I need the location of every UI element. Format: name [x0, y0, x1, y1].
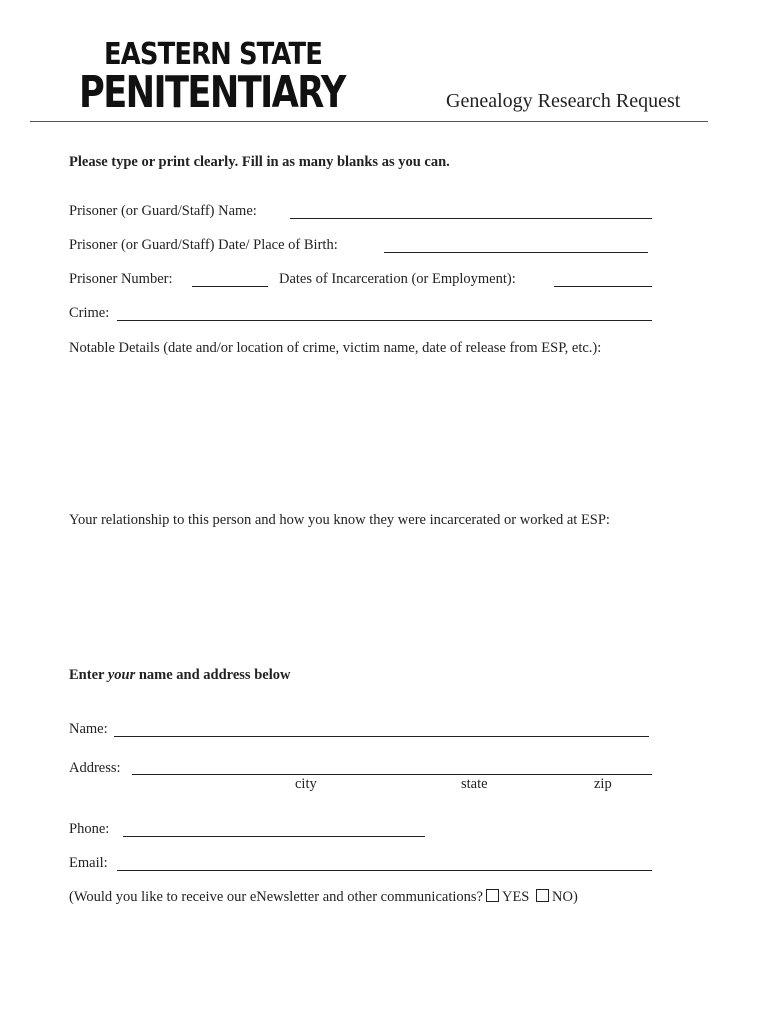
phone-line[interactable]	[123, 836, 425, 837]
document-title: Genealogy Research Request	[446, 90, 681, 112]
birth-line[interactable]	[384, 252, 648, 253]
notable-details-label: Notable Details (date and/or location of crime, victim name, date of release from ESP, etc.):	[69, 340, 602, 356]
city-caption: city	[295, 776, 317, 792]
contact-heading-prefix: Enter	[69, 667, 105, 683]
contact-heading-emphasis: your	[107, 667, 136, 683]
newsletter-question: (Would you like to receive our eNewsletter and other communications?	[69, 889, 483, 905]
crime-line[interactable]	[117, 320, 652, 321]
zip-caption: zip	[594, 776, 612, 792]
relationship-area[interactable]	[69, 535, 689, 655]
state-caption: state	[461, 776, 488, 792]
crime-label: Crime:	[69, 305, 110, 321]
birth-label: Prisoner (or Guard/Staff) Date/ Place of Birth:	[69, 237, 338, 253]
instructions: Please type or print clearly. Fill in as many blanks as you can.	[69, 154, 450, 170]
relationship-label: Your relationship to this person and how you know they were incarcerated or worked at ESP:	[69, 512, 610, 528]
logo-penitentiary: PENITENTIARY	[79, 67, 345, 118]
contact-heading	[69, 666, 290, 684]
address-line[interactable]	[132, 774, 652, 775]
newsletter-row	[69, 888, 578, 906]
dates-label: Dates of Incarceration (or Employment):	[279, 271, 516, 287]
prisoner-number-line[interactable]	[192, 286, 268, 287]
address-label: Address:	[69, 760, 121, 776]
no-label: NO)	[552, 889, 578, 905]
contact-heading-suffix: name and address below	[138, 667, 291, 683]
phone-label: Phone:	[69, 821, 110, 837]
prisoner-name-line[interactable]	[290, 218, 652, 219]
prisoner-number-label: Prisoner Number:	[69, 271, 173, 287]
no-checkbox[interactable]	[536, 889, 549, 902]
notable-details-area[interactable]	[69, 362, 689, 492]
email-label: Email:	[69, 855, 108, 871]
contact-name-label: Name:	[69, 721, 108, 737]
yes-label: YES	[501, 889, 530, 905]
header-divider	[30, 121, 708, 122]
email-line[interactable]	[117, 870, 652, 871]
contact-name-line[interactable]	[114, 736, 649, 737]
logo-eastern-state: EASTERN STATE	[104, 37, 323, 72]
dates-line[interactable]	[554, 286, 652, 287]
yes-checkbox[interactable]	[486, 889, 499, 902]
prisoner-name-label: Prisoner (or Guard/Staff) Name:	[69, 203, 257, 219]
